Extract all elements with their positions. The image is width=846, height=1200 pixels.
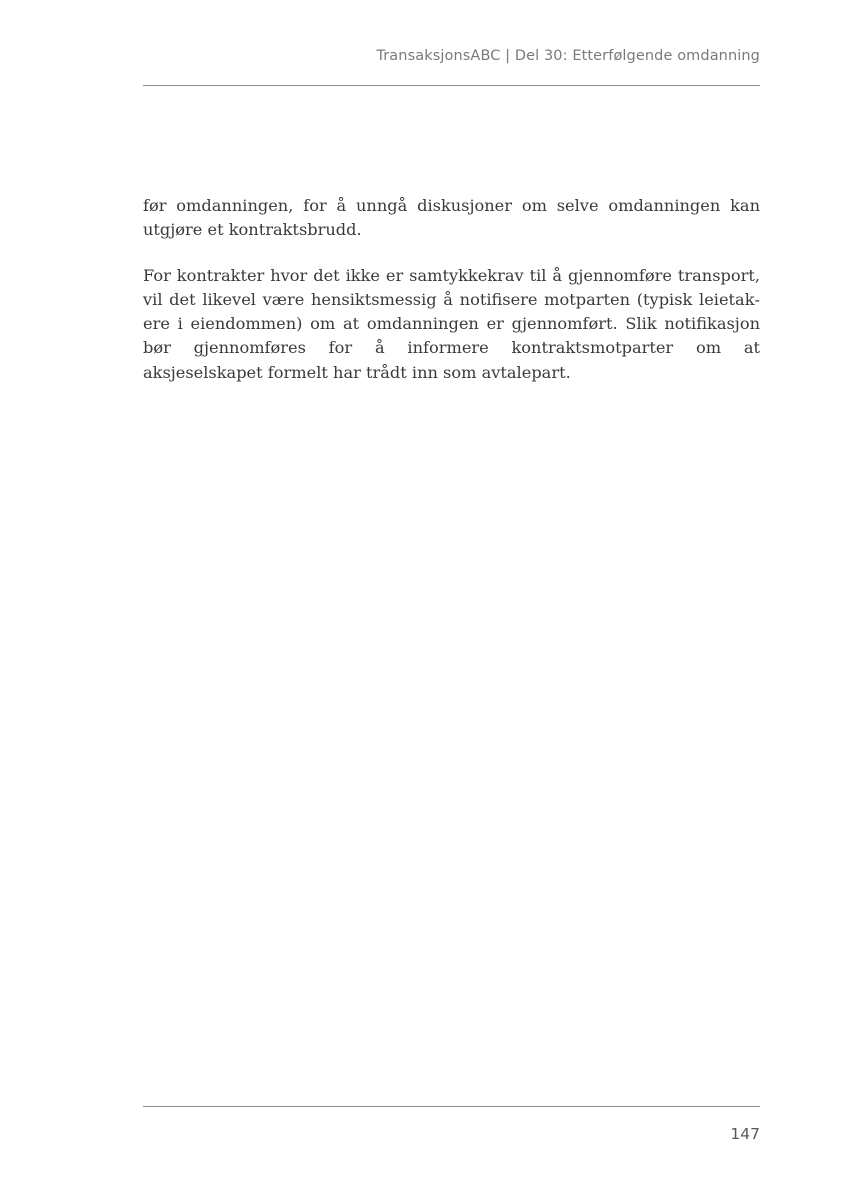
paragraph-2: For kontrakter hvor det ikke er samtykkekrav til å gjennomføre transport, vil det likevel være hensiktsmessig å notifisere motparten (typisk leietakere i eiendommen) om at omdanningen er gjennomført. Slik notifikasjon bør gjennomføres for å informere kontraktsmotparter om at aksjeselskapet formelt har trådt inn som avtalepart.	[143, 265, 760, 382]
header-rule	[143, 85, 760, 86]
body-text	[143, 194, 760, 385]
footer-rule	[143, 1106, 760, 1107]
paragraph-1: før omdanningen, for å unngå diskusjoner om selve omdanningen kan utgjøre et kontraktsbrudd.	[143, 196, 760, 240]
running-header: TransaksjonsABC | Del 30: Etterfølgende omdanning	[376, 48, 760, 64]
page-number: 147	[730, 1125, 760, 1143]
